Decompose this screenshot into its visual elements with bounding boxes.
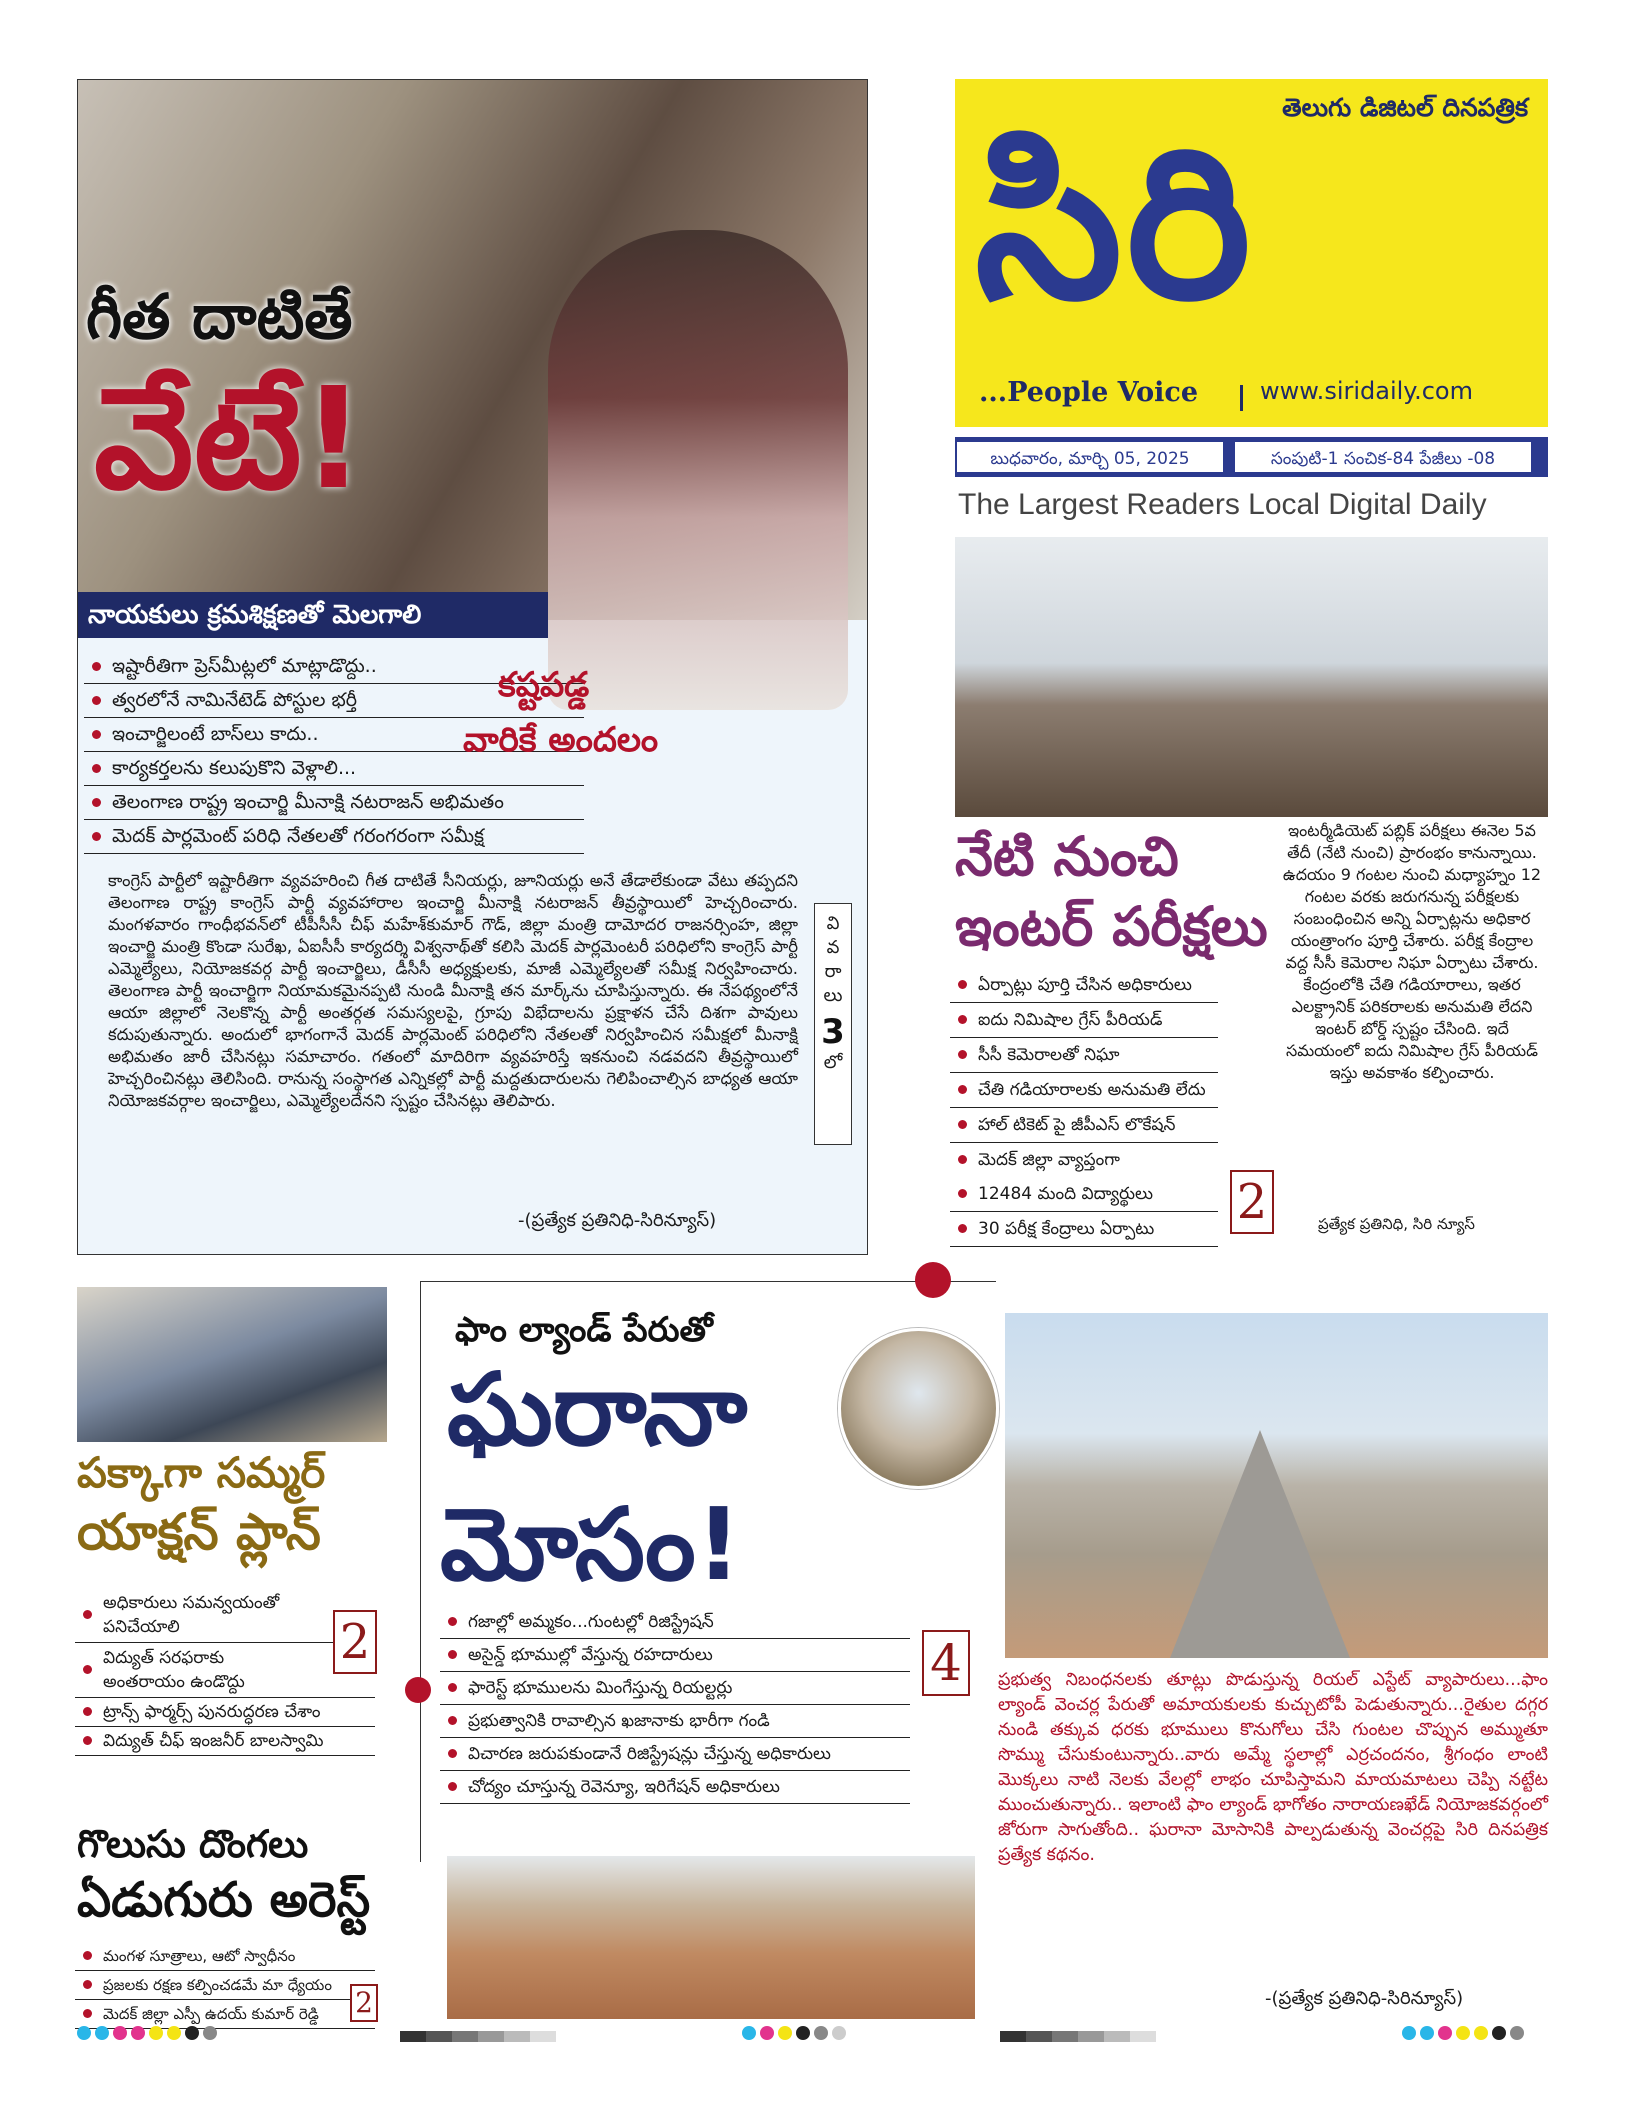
thieves-bullets bbox=[75, 1942, 375, 2029]
registration-dots bbox=[1402, 2025, 1528, 2044]
side-tag-top: వి వ రా లు bbox=[823, 913, 843, 1006]
list-item: తెలంగాణ రాష్ట్ర ఇంచార్జి మీనాక్షి నటరాజన్ అభిమతం bbox=[84, 786, 584, 820]
list-item: కార్యకర్తలను కలుపుకొని వెళ్లాలి... bbox=[84, 752, 584, 786]
list-item: మెదక్ పార్లమెంట్ పరిధి నేతలతో గరంగరంగా సమీక్ష bbox=[84, 820, 584, 854]
list-item: ఇష్టారీతిగా ప్రెస్‌మీట్లలో మాట్లాడొద్దు.. bbox=[84, 650, 584, 684]
masthead-slogan: The Largest Readers Local Digital Daily bbox=[958, 488, 1487, 521]
registration-bar bbox=[400, 2027, 556, 2046]
inter-byline: ప్రత్యేక ప్రతినిధి, సిరి న్యూస్ bbox=[1318, 1215, 1475, 1233]
list-item: ఫారెస్ట్ భూములను మింగేస్తున్న రియల్టర్లు bbox=[440, 1672, 910, 1705]
list-item: ఐదు నిమిషాల గ్రేస్ పీరియడ్ bbox=[950, 1003, 1218, 1038]
list-item: అధికారులు సమన్వయంతో పనిచేయాలి bbox=[75, 1588, 375, 1643]
masthead-divider bbox=[1240, 385, 1243, 411]
inter-page-ref: 2 bbox=[1230, 1170, 1274, 1234]
list-item: ప్రభుత్వానికి రావాల్సిన ఖజానాకు భారీగా గండి bbox=[440, 1705, 910, 1738]
list-item: త్వరలోనే నామినేటెడ్ పోస్టుల భర్తీ bbox=[84, 684, 584, 718]
thieves-headline-2: ఏడుగురు అరెస్ట్ bbox=[77, 1872, 371, 1928]
inter-body: ఇంటర్మీడియెట్ పబ్లిక్ పరీక్షలు ఈనెల 5వ తేదీ (నేటి నుంచి) ప్రారంభం కానున్నాయి. ఉదయం 9 గంటల నుంచి మధ్యాహ్నం 12 గంటల వరకు జరుగనున్న పరీక్షలకు సంబంధించిన అన్ని ఏర్పాట్లను అధికార యంత్రాంగం పూర్తి చేశారు. పరీక్ష కేంద్రాల వద్ద సీసీ కెమెరాల నిఘా ఏర్పాటు చేశారు. కేంద్రంలోకి చేతి గడియారాలు, ఇతర ఎలక్ట్రానిక్ పరికరాలకు అనుమతి లేదని ఇంటర్ బోర్డ్ స్పష్టం చేసింది. ఇదే సమయంలో ఐదు నిమిషాల గ్రేస్ పీరియడ్ ఇస్తు అవకాశం కల్పించారు. bbox=[1282, 821, 1542, 1082]
lead-side-tag bbox=[814, 903, 852, 1145]
farmland-bullets bbox=[440, 1606, 910, 1804]
list-item: చేతి గడియారాలకు అనుమతి లేదు bbox=[950, 1073, 1218, 1108]
lead-subhead: నాయకులు క్రమశిక్షణతో మెలగాలి bbox=[78, 592, 548, 638]
registration-bar bbox=[1000, 2027, 1156, 2046]
farmland-body: ప్రభుత్వ నిబంధనలకు తూట్లు పొడుస్తున్న రియల్ ఎస్టేట్ వ్యాపారులు...ఫాం ల్యాండ్ వెంచర్ల పేరుతో అమాయకులకు కుచ్చుటోపీ పెడుతున్నారు...రైతుల దగ్గర నుండి తక్కువ ధరకు భూములు కొనుగోలు చేసి గుంటల చొప్పున అమ్ముతూ సొమ్ము చేసుకుంటున్నారు..వారు అమ్మే స్థలాల్లో ఎర్రచందనం, శ్రీగంధం లాంటి మొక్కలు నాటి నెలకు వేలల్లో లాభం చూపిస్తామని మాయమాటలు చెప్పి నట్టేట ముంచుతున్నారు.. ఇలాంటి ఫాం ల్యాండ్ భాగోతం నారాయణఖేడ్ నియోజకవర్గంలో జోరుగా సాగుతోంది.. ఘరానా మోసానికి పాల్పడుతున్న వెంచర్లపై సిరి దినపత్రిక ప్రత్యేక కథనం. bbox=[998, 1670, 1548, 1865]
list-item: అసైన్డ్ భూముల్లో వేస్తున్న రహదారులు bbox=[440, 1639, 910, 1672]
list-item: మెదక్ జిల్లా ఎస్పీ ఉదయ్ కుమార్ రెడ్డి bbox=[75, 2000, 375, 2029]
summer-page-ref: 2 bbox=[333, 1610, 377, 1674]
list-item: 12484 మంది విద్యార్థులు bbox=[950, 1177, 1218, 1212]
side-tag-bottom: లో bbox=[823, 1052, 843, 1073]
farmland-kicker: ఫాం ల్యాండ్ పేరుతో bbox=[455, 1310, 713, 1350]
list-item: ఇంచార్జిలంటే బాస్‌లు కాదు.. bbox=[84, 718, 584, 752]
list-item: సీసీ కెమెరాలతో నిఘా bbox=[950, 1038, 1218, 1073]
list-item: 30 పరీక్ష కేంద్రాలు ఏర్పాటు bbox=[950, 1212, 1218, 1247]
registration-dots bbox=[77, 2025, 221, 2044]
list-item: విచారణ జరుపకుండానే రిజిస్ట్రేషన్లు చేస్తున్న అధికారులు bbox=[440, 1738, 910, 1771]
farmland-headline-1: ఘరానా bbox=[447, 1351, 748, 1468]
thieves-page-ref: 2 bbox=[350, 1984, 378, 2022]
list-item: మెదక్ జిల్లా వ్యాప్తంగా bbox=[950, 1143, 1218, 1177]
list-item: ప్రజలకు రక్షణ కల్పించడమే మా ధ్యేయం bbox=[75, 1971, 375, 2000]
masthead-title: సిరి bbox=[975, 101, 1255, 346]
lead-story bbox=[77, 79, 868, 1255]
farmland-inset-photo bbox=[838, 1328, 999, 1489]
masthead-tagline: తెలుగు డిజిటల్ దినపత్రిక bbox=[1282, 93, 1528, 122]
summer-bullets bbox=[75, 1588, 375, 1756]
decor-dot bbox=[405, 1677, 431, 1703]
list-item: విద్యుత్ సరఫరాకు అంతరాయం ఉండొద్దు bbox=[75, 1643, 375, 1698]
list-item: ఏర్పాట్లు పూర్తి చేసిన అధికారులు bbox=[950, 968, 1218, 1003]
masthead-people-voice: ...People Voice bbox=[979, 377, 1199, 408]
inter-bullets bbox=[950, 968, 1218, 1247]
lead-headline-main: వేటే! bbox=[94, 358, 366, 521]
inter-photo bbox=[955, 537, 1548, 817]
lead-byline: -(ప్రత్యేక ప్రతినిధి-సిరిన్యూస్) bbox=[518, 1210, 717, 1231]
farmland-plants-photo bbox=[447, 1856, 975, 2019]
masthead bbox=[955, 79, 1548, 427]
decor-dot bbox=[915, 1262, 951, 1298]
list-item: మంగళ సూత్రాలు, ఆటో స్వాధీనం bbox=[75, 1942, 375, 1971]
lead-callout-1: కష్టపడ్డ bbox=[498, 665, 590, 705]
farmland-road-accent bbox=[1170, 1430, 1350, 1658]
side-tag-num: 3 bbox=[821, 1012, 845, 1052]
list-item: ట్రాన్స్ ఫార్మర్స్ పునరుద్ధరణ చేశాం bbox=[75, 1698, 375, 1727]
masthead-date: బుధవారం, మార్చి 05, 2025 bbox=[955, 440, 1225, 474]
summer-headline-1: పక్కాగా సమ్మర్ bbox=[77, 1448, 326, 1497]
lead-headline-top: గీత దాటితే bbox=[86, 280, 353, 353]
inter-headline-1: నేటి నుంచి bbox=[955, 825, 1179, 888]
lead-body: కాంగ్రెస్ పార్టీలో ఇష్టారీతిగా వ్యవహరించి గీత దాటితే సీనియర్లు, జూనియర్లు అనే తేడాలేకుండా వేటు తప్పదని తెలంగాణ రాష్ట్ర కాంగ్రెస్ పార్టీ వ్యవహారాల ఇంచార్జి మీనాక్షి నటరాజన్ తీవ్రస్థాయిలో హెచ్చరించారు. మంగళవారం గాంధీభవన్‌లో టీపీసీసీ చీఫ్ మహేశ్‌కుమార్ గౌడ్, జిల్లా మంత్రి దామోదర రాజనర్సింహ, జిల్లా ఇంచార్జి మంత్రి కొండా సురేఖ, ఏఐసీసీ కార్యదర్శి విశ్వనాథ్‌తో కలిసి మెదక్ పార్లమెంటరీ పరిధిలోని కాంగ్రెస్ పార్టీ ఎమ్మెల్యేలు, నియోజకవర్గ పార్టీ ఇంచార్జిలు, డీసీసీ అధ్యక్షులకు, మాజీ ఎమ్మెల్యేలతో సమీక్ష నిర్వహించారు. తెలంగాణ పార్టీ ఇంచార్జిగా నియామకమైనప్పటి నుండి మీనాక్షి తన మార్క్‌ను చూపిస్తున్నారు. ఈ నేపథ్యంలోనే ఆయా జిల్లాలో నెలకొన్న పార్టీ అంతర్గత సమస్యలపై, గ్రూపు విభేదాలను ప్రక్షాళన చేసే దిశగా పావులు కదుపుతున్నారు. అందులో భాగంగానే మెదక్ పార్లమెంట్ పరిధిలోని నేతలతో నిర్వహించిన సమీక్షలో మీనాక్షి అభిమతం జారీ చేసినట్లు సమాచారం. గతంలో మాదిరిగా వ్యవహరిస్తే ఇకనుంచి నడవదని తీవ్రస్థాయిలో హెచ్చరించినట్లు తెలిసింది. రానున్న సంస్థాగత ఎన్నికల్లో పార్టీ మద్దతుదారులను గెలిపించాల్సిన బాధ్యత ఆయా నియోజకవర్గాల ఇంచార్జిలు, ఎమ్మెల్యేలదేనని స్పష్టం చేసినట్లు తెలిపారు. bbox=[108, 871, 798, 1110]
thieves-headline-1: గొలుసు దొంగలు bbox=[77, 1822, 309, 1866]
list-item: హాల్ టికెట్ పై జీపీఎస్ లొకేషన్ bbox=[950, 1108, 1218, 1143]
summer-photo bbox=[77, 1287, 387, 1442]
masthead-website[interactable]: www.siridaily.com bbox=[1260, 377, 1473, 405]
list-item: గజాల్లో అమ్మకం...గుంటల్లో రిజిస్ట్రేషన్ bbox=[440, 1606, 910, 1639]
inter-headline-2: ఇంటర్ పరీక్షలు bbox=[955, 895, 1268, 958]
summer-headline-2: యాక్షన్ ప్లాన్ bbox=[77, 1503, 321, 1561]
list-item: చోద్యం చూస్తున్న రెవెన్యూ, ఇరిగేషన్ అధికారులు bbox=[440, 1771, 910, 1804]
farmland-headline-2: మోసం! bbox=[440, 1486, 742, 1603]
masthead-dateline bbox=[955, 437, 1548, 477]
farmland-byline: -(ప్రత్యేక ప్రతినిధి-సిరిన్యూస్) bbox=[1265, 1988, 1464, 2009]
farmland-page-ref: 4 bbox=[922, 1630, 970, 1696]
registration-dots bbox=[742, 2025, 850, 2044]
lead-callout-2: వారికే అందలం bbox=[463, 720, 659, 760]
list-item: విద్యుత్ చీఫ్ ఇంజనీర్ బాలస్వామి bbox=[75, 1727, 375, 1756]
photo-person-accent bbox=[548, 230, 848, 710]
masthead-issue: సంపుటి-1 సంచిక-84 పేజీలు -08 bbox=[1233, 440, 1533, 474]
